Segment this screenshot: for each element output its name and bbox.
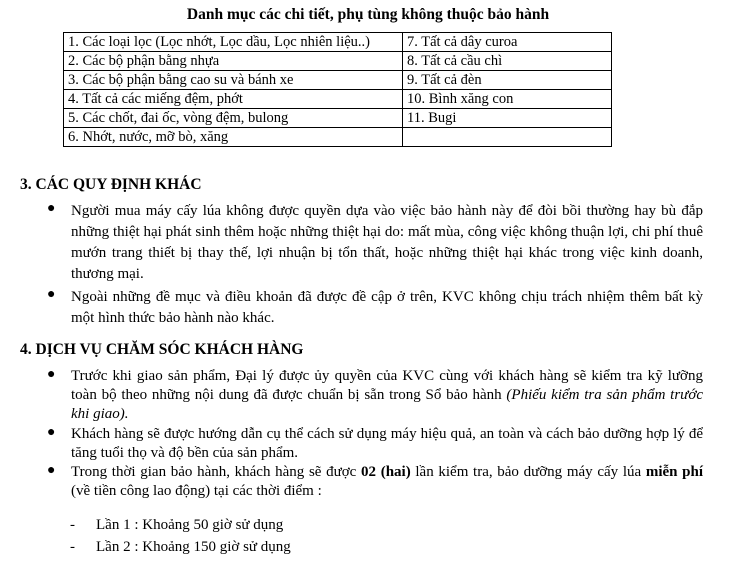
bullet-text-regular: lần kiểm tra, bảo dưỡng máy cấy lúa — [410, 464, 646, 480]
bullet-text — [71, 463, 703, 501]
bullet-text-regular: Trong thời gian bảo hành, khách hàng sẽ được — [71, 464, 362, 480]
non-warranty-parts-table — [63, 32, 612, 147]
table-row — [64, 109, 612, 128]
bullet-text-bold: 02 (hai) — [361, 464, 411, 480]
bullet-text: Ngoài những đề mục và điều khoản đã được đề cập ở trên, KVC không chịu trách nhiệm thêm bất kỳ một hình thức bảo hành nào khác. — [71, 289, 703, 326]
section-4-heading: 4. DỊCH VỤ CHĂM SÓC KHÁCH HÀNG — [20, 341, 304, 358]
bullet-icon: ● — [47, 425, 56, 440]
bullet-icon: ● — [47, 367, 56, 382]
dash-item-text: Lần 2 : Khoảng 150 giờ sử dụng — [96, 539, 291, 555]
table-cell: 8. Tất cả cầu chì — [403, 52, 612, 71]
table-cell: 7. Tất cả dây curoa — [403, 33, 612, 52]
bullet-text-regular: Trước khi giao sản phẩm, Đại lý được ủy quyền của KVC cùng với khách hàng sẽ kiểm tra kỹ lưỡng toàn bộ theo những nội dung đã được chuẩn bị sẵn trong Sổ bảo hành — [71, 368, 703, 403]
table-cell: 1. Các loại lọc (Lọc nhớt, Lọc dầu, Lọc nhiên liệu..) — [64, 33, 403, 52]
table-cell: 11. Bugi — [403, 109, 612, 128]
dash-item-text: Lần 1 : Khoảng 50 giờ sử dụng — [96, 517, 284, 533]
bullet-icon: ● — [47, 201, 56, 216]
table-row — [64, 90, 612, 109]
table-row — [64, 33, 612, 52]
bullet-text-italic: (Phiếu kiểm tra sản phẩm trước khi giao). — [71, 387, 704, 422]
table-cell: 10. Bình xăng con — [403, 90, 612, 109]
table-cell: 4. Tất cả các miếng đệm, phớt — [64, 90, 403, 109]
table-cell: 5. Các chốt, đai ốc, vòng đệm, bulong — [64, 109, 403, 128]
bullet-text-regular: (về tiền công lao động) tại các thời điểm : — [71, 483, 322, 499]
dash-icon: - — [70, 539, 75, 555]
section-3-heading: 3. CÁC QUY ĐỊNH KHÁC — [20, 176, 202, 193]
bullet-text — [71, 367, 703, 424]
table-row — [64, 52, 612, 71]
bullet-text: Người mua máy cấy lúa không được quyền dựa vào việc bảo hành này để đòi bồi thường hay bù đắp những thiệt hại phát sinh thêm hoặc những thiệt hại do: mất mùa, công việc không thuận lợi, chi phí thuê mướn trang thiết bị thay thế, lợi nhuận bị tổn thất, hoặc những thiệt hại khác trong việc kinh doanh, thương mại. — [71, 203, 703, 282]
table-row — [64, 71, 612, 90]
bullet-text-bold: miễn phí — [645, 464, 704, 480]
table-cell: 9. Tất cả đèn — [403, 71, 612, 90]
table-cell: 6. Nhớt, nước, mỡ bò, xăng — [64, 128, 403, 147]
document-title: Danh mục các chi tiết, phụ tùng không thuộc bảo hành — [186, 6, 550, 23]
table-cell: 2. Các bộ phận bằng nhựa — [64, 52, 403, 71]
dash-icon: - — [70, 517, 75, 533]
bullet-text: Khách hàng sẽ được hướng dẫn cụ thể cách sử dụng máy hiệu quả, an toàn và cách bảo dưỡng hợp lý để tăng tuổi thọ và độ bền của sản phẩm. — [71, 426, 703, 461]
bullet-icon: ● — [47, 287, 56, 302]
table-cell — [403, 128, 612, 147]
table-cell: 3. Các bộ phận bằng cao su và bánh xe — [64, 71, 403, 90]
table-row — [64, 128, 612, 147]
bullet-icon: ● — [47, 463, 56, 478]
